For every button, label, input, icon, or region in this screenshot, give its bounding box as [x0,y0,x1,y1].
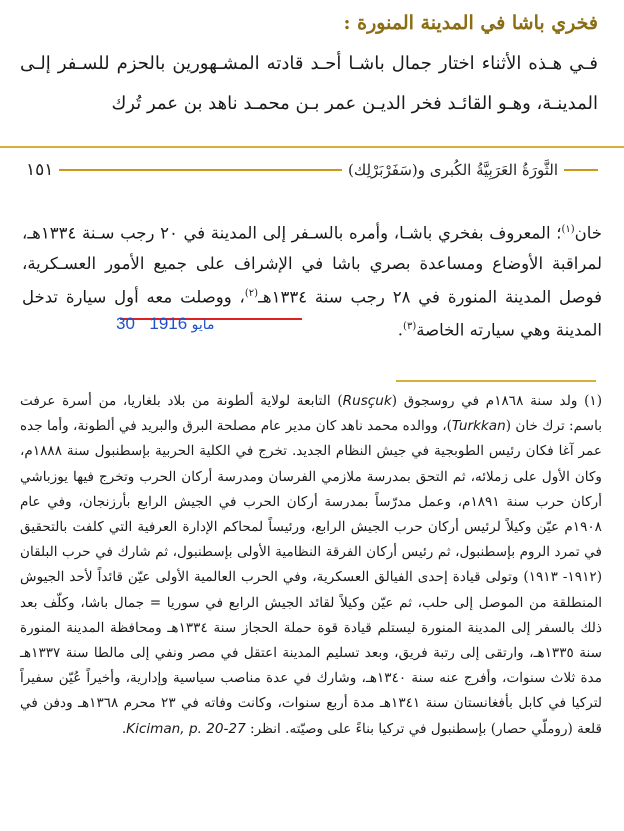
footnote-part-2: ) التابعة لولاية ألطونة من بلاد بلغاريا، من أسرة عرفت باسم: ترك خان ( [20,393,602,435]
footnote-block [20,389,602,742]
footnote-citation: Kiciman, p. 20-27 [126,720,246,737]
header-rule-left [59,169,342,171]
paragraph-part-3: ، ووصلت معه أول سيارة تدخل المدينة وهي سيارته الخاصة [22,287,602,340]
footnote-part-3: )، ووالده محمد ناهد كان مدير عام مصلحة البرق والبريد في ألطونة، وأما جده عمر آغا فكان رئيس الطوبجية في جيش النظام الجديد. تخرج في الكلية الحربية بإسطنبول سنة ١٨٨٨م، وكان الأول على زملائه، ثم التحق بمدرسة ملازمي الفرسان ومدرسة أركان الحرب وتخرج فيها يوزباشي أركان حرب سنة ١٨٩١م، وعمل مدرّساً بمدرسة أركان الحرب في الجيش الرابع بأرزنجان، وفي عام ١٩٠٨م عيّن وكيلاً لرئيس أركان حرب الجيش الرابع، ورئيساً لمحاكم الإدارة العرفية التي كلفت بالتحقيق في تمرد الروم بإسطنبول، ثم رئيس أركان الفرقة النظامية الأولى بإسطنبول، ثم شارك في حرب البلقان (١٩١٢- ١٩١٣) وتولى قيادة إحدى الفيالق العسكرية، وفي الحرب العالمية الأولى عيّن قائداً لأحد الجيوش المنطلقة من الموصل إلى حلب، ثم عيّن وكيلاً لقائد الجيش الرابع في سوريا = جمال باشا، وكلّف بعد ذلك بالسفر إلى المدينة المنورة ليستلم قيادة قوة حملة الحجاز سنة ١٣٣٤هـ ومحافظة المدينة المنورة سنة ١٣٣٥هـ، وارتقى إلى رتبة فريق، وبعد تسليم المدينة اعتقل في مصر ونفي إلى مالطا سنة ١٣٣٧هـ مدة ثلاث سنوات، وأفرج عنه سنة ١٣٤٠هـ، وشارك في عدة مناصب سياسية وإدارية، وأخيراً عُيّن سفيراً لتركيا في كابل بأفغانستان سنة ١٣٤١هـ مدة أربع سنوات، وكانت وفاته في ٢٣ محرم ١٣٦٨هـ ودفن في قلعة (روملّي حصار) بإسطنبول في تركيا بناءً على وصيّته. انظر: [19,418,603,737]
paragraph-part-1: خان [574,223,603,243]
handwritten-date-note [116,314,276,340]
footnote-latin-turkkan: Turkkan [451,418,506,435]
main-paragraph-text [22,215,602,346]
header-rule-right [564,169,598,171]
note-month: مايو [191,316,215,332]
footnote-ref-2: (٢) [244,287,259,299]
footnote-part-4: . [121,720,127,737]
footnote-latin-rusçuk: Rusçuk [342,393,392,409]
footnote-text [20,389,602,742]
page-divider-rule [0,146,624,148]
section-title: فخري باشا في المدينة المنورة : [343,12,598,34]
main-paragraph [22,215,602,346]
running-header-title: الثَّورَةُ العَرَبِيَّةُ الكُبرى و(سَفَرْبَرْلِك) [347,161,558,179]
footnote-ref-1: (١) [561,224,575,235]
top-paragraph-text: فـي هـذه الأثناء اختار جمال باشـا أحـد قادته المشـهورين بالحزم للسـفر إلـى المدينـة، وهـو القائـد فخر الديـن عمر بـن محمـد ناهد بن عمر تُرك [20,53,598,114]
footnote-part-1: (١) ولد سنة ١٨٦٨م في روسجوق ( [391,393,602,409]
paragraph-part-4: . [397,320,404,340]
running-header [26,156,598,184]
footnote-ref-3: (٣) [403,321,417,332]
note-day: 30 [116,314,135,333]
paragraph-part-2: ؛ المعروف بفخري باشـا، وأمره بالسـفر إلى المدينة في ٢٠ رجب سـنة ١٣٣٤هـ، لمراقبة الأوضاع ومساعدة بصري باشا في الإشراف على جميع الأمور العسـكرية، فوصل المدينة المنورة في ٢٨ رجب سنة ١٣٣٤هـ [22,223,602,306]
page-number: ١٥١ [26,160,54,180]
footnote-separator-rule [396,380,596,382]
top-paragraph [20,44,598,124]
note-year: 1916 [149,314,188,333]
